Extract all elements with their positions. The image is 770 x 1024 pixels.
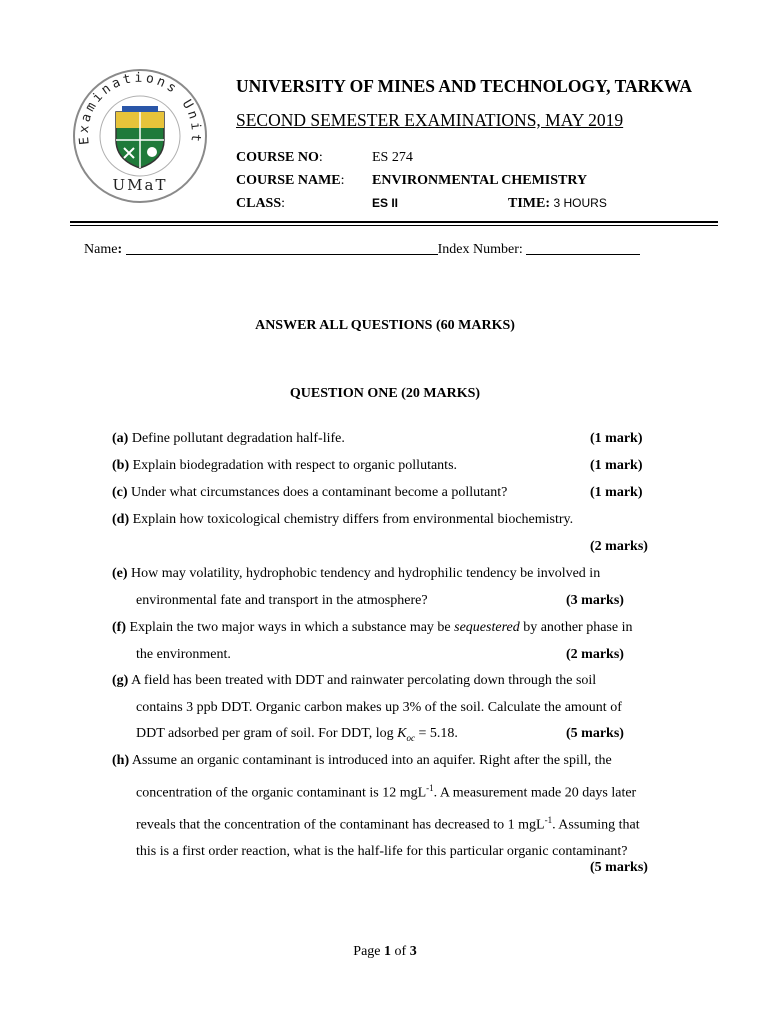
question-tag: (f): [112, 620, 126, 635]
class-value: ES II: [372, 196, 399, 210]
question-text-line-3a: reveals that the concentration of the contaminant has decreased to 1 mgL: [136, 817, 545, 833]
seal-arc-text: Examinations Unit: [76, 70, 204, 146]
question-text-line-1: Assume an organic contaminant is introduced into an aquifer. Right after the spill, the: [131, 753, 612, 768]
class-row: [236, 196, 607, 212]
marks-label: (1 mark): [590, 431, 643, 446]
time-value: 3 HOURS: [553, 196, 607, 210]
question-text-line-1a: Explain the two major ways in which a substance may be: [129, 620, 455, 635]
class-label: CLASS: [236, 196, 282, 211]
question-g: [112, 668, 680, 752]
marks-label: (5 marks): [590, 860, 648, 875]
header-divider: [70, 221, 718, 223]
time-label: TIME:: [508, 196, 550, 211]
name-field[interactable]: [126, 240, 438, 255]
question-text: Explain how toxicological chemistry differs from environmental biochemistry.: [132, 512, 574, 527]
marks-label: (3 marks): [566, 592, 624, 608]
question-text-line-2b: . A measurement made 20 days later: [433, 785, 637, 801]
question-c: [112, 480, 680, 507]
question-one-heading: QUESTION ONE (20 MARKS): [289, 386, 481, 401]
question-d: [112, 507, 680, 554]
course-name-label: COURSE NAME: [236, 173, 341, 188]
question-tag: (c): [112, 485, 128, 500]
name-label: Name: [84, 242, 118, 257]
university-title: UNIVERSITY OF MINES AND TECHNOLOGY, TARKWA: [236, 76, 693, 96]
page-number: 1: [384, 944, 392, 959]
question-text-line-3b: = 5.18.: [415, 726, 458, 742]
index-number-field[interactable]: [526, 240, 640, 255]
colon: :: [281, 196, 286, 211]
question-tag: (h): [112, 753, 130, 768]
exam-title: SECOND SEMESTER EXAMINATIONS, MAY 2019: [236, 110, 624, 130]
marks-label: (2 marks): [566, 646, 624, 662]
question-text-line-2: environmental fate and transport in the atmosphere?: [136, 592, 428, 608]
question-text: Explain biodegradation with respect to organic pollutants.: [132, 458, 458, 473]
question-text-line-1: A field has been treated with DDT and rainwater percolating down through the soil: [131, 673, 597, 688]
superscript: -1: [544, 814, 553, 825]
student-info-line: Name: Index Number:: [84, 240, 640, 258]
course-no-label: COURSE NO: [236, 150, 319, 165]
page-total: 3: [409, 944, 417, 959]
marks-label: (5 marks): [566, 726, 624, 742]
question-text-line-3a: DDT adsorbed per gram of soil. For DDT, log: [136, 726, 398, 742]
colon: :: [340, 173, 345, 188]
question-text-line-1b: by another phase in: [519, 620, 633, 635]
question-text: Under what circumstances does a contaminant become a pollutant?: [131, 485, 508, 500]
marks-label: (1 mark): [590, 485, 643, 500]
page-footer: [0, 944, 770, 960]
question-text: Define pollutant degradation half-life.: [131, 431, 345, 446]
koc-subscript: oc: [406, 732, 416, 743]
question-text-emphasis: sequestered: [454, 620, 520, 635]
question-text-line-4: this is a first order reaction, what is the half-life for this particular organic contaminant?: [136, 844, 628, 860]
header-divider-thin: [70, 225, 718, 226]
question-text-line-2: the environment.: [136, 646, 231, 662]
course-name-value: ENVIRONMENTAL CHEMISTRY: [372, 173, 588, 188]
question-tag: (e): [112, 566, 128, 581]
course-no-row: [236, 150, 413, 166]
question-b: [112, 453, 680, 480]
question-e: [112, 561, 680, 614]
question-a: [112, 426, 680, 453]
question-tag: (d): [112, 512, 130, 527]
question-tag: (a): [112, 431, 129, 446]
marks-label: (1 mark): [590, 458, 643, 473]
umat-examinations-seal: [72, 68, 208, 204]
question-f: [112, 615, 680, 668]
question-tag: (b): [112, 458, 130, 473]
question-tag: (g): [112, 673, 129, 688]
superscript: -1: [426, 782, 434, 793]
koc-symbol: K: [397, 726, 407, 742]
instructions-heading: ANSWER ALL QUESTIONS (60 MARKS): [255, 318, 515, 333]
question-text-line-2: contains 3 ppb DDT. Organic carbon makes up 3% of the soil. Calculate the amount of: [136, 699, 622, 715]
seal-bottom-text: UMaT: [112, 176, 168, 194]
question-text-line-3b: . Assuming that: [552, 817, 640, 833]
course-name-row: [236, 173, 587, 189]
marks-label: (2 marks): [590, 539, 648, 554]
index-number-label: Index Number:: [437, 242, 523, 257]
question-text-line-1: How may volatility, hydrophobic tendency and hydrophilic tendency be involved in: [131, 566, 601, 581]
colon: :: [318, 150, 323, 165]
question-text-line-2a: concentration of the organic contaminant is 12 mgL: [136, 785, 427, 801]
question-h: [112, 748, 680, 875]
page-word: Page: [353, 944, 381, 959]
course-no-value: ES 274: [372, 150, 413, 165]
of-word: of: [394, 944, 407, 959]
